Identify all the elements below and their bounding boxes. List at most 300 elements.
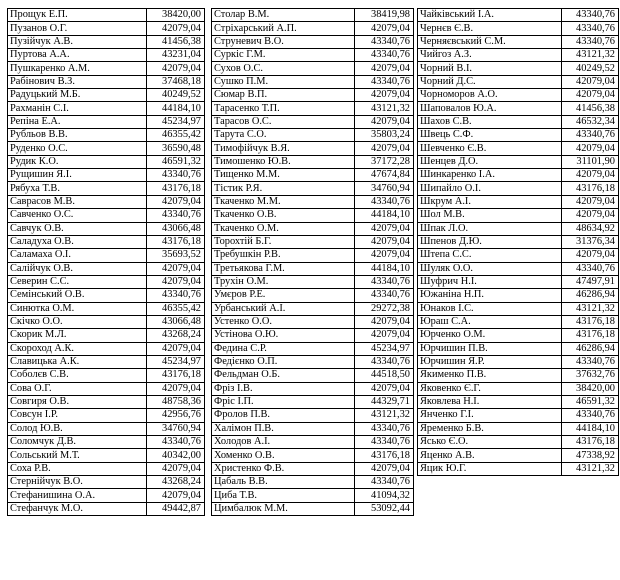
table-row <box>8 142 205 155</box>
table-row <box>8 222 205 235</box>
table-row <box>8 289 205 302</box>
table-row <box>418 235 619 248</box>
table-row <box>212 329 414 342</box>
table-row <box>418 155 619 168</box>
person-name-cell: Савчук О.В. <box>8 222 147 235</box>
table-row <box>212 222 414 235</box>
amount-cell: 42079,04 <box>562 89 619 102</box>
amount-cell: 43176,18 <box>355 449 414 462</box>
amount-cell: 42079,04 <box>147 262 205 275</box>
amount-cell: 43340,76 <box>355 476 414 489</box>
table-row <box>418 249 619 262</box>
table-row <box>8 342 205 355</box>
table-row <box>418 395 619 408</box>
amount-cell: 43121,32 <box>355 102 414 115</box>
amount-cell: 43121,32 <box>562 49 619 62</box>
amount-cell: 47497,91 <box>562 275 619 288</box>
amount-cell: 43176,18 <box>562 182 619 195</box>
person-name-cell: Чорний В.І. <box>418 62 562 75</box>
amount-cell: 43176,18 <box>562 315 619 328</box>
person-name-cell: Северин С.С. <box>8 275 147 288</box>
amount-cell: 43121,32 <box>355 409 414 422</box>
person-name-cell: Холодов А.І. <box>212 436 355 449</box>
person-name-cell: Прощук Е.П. <box>8 9 147 22</box>
person-name-cell: Репіна Е.А. <box>8 115 147 128</box>
amount-cell: 42079,04 <box>562 142 619 155</box>
amount-cell: 42079,04 <box>355 462 414 475</box>
person-name-cell: Урбанський А.І. <box>212 302 355 315</box>
person-name-cell: Пуртова А.А. <box>8 49 147 62</box>
amount-cell: 42079,04 <box>355 142 414 155</box>
table-row <box>418 182 619 195</box>
amount-cell: 46532,34 <box>562 115 619 128</box>
table-row <box>212 62 414 75</box>
table-row <box>212 49 414 62</box>
table-row <box>418 409 619 422</box>
person-name-cell: Третьякова Г.М. <box>212 262 355 275</box>
person-name-cell: Яременко Б.В. <box>418 422 562 435</box>
table-row <box>212 155 414 168</box>
table-row <box>418 209 619 222</box>
table-row <box>212 489 414 502</box>
person-name-cell: Тарута С.О. <box>212 129 355 142</box>
person-name-cell: Скороход А.К. <box>8 342 147 355</box>
person-name-cell: Циба Т.В. <box>212 489 355 502</box>
person-name-cell: Рабінович В.З. <box>8 75 147 88</box>
amount-cell: 48758,36 <box>147 395 205 408</box>
table-row <box>212 289 414 302</box>
amount-cell: 44518,50 <box>355 369 414 382</box>
person-name-cell: Тарасенко Т.П. <box>212 102 355 115</box>
person-name-cell: Шипайло О.І. <box>418 182 562 195</box>
amount-cell: 42079,04 <box>147 342 205 355</box>
table-row <box>418 75 619 88</box>
amount-cell: 45234,97 <box>147 355 205 368</box>
person-name-cell: Руденко О.С. <box>8 142 147 155</box>
person-name-cell: Скорик М.Л. <box>8 329 147 342</box>
table-row <box>8 502 205 515</box>
table-row <box>8 355 205 368</box>
amount-cell: 43340,76 <box>147 169 205 182</box>
person-name-cell: Салійчук О.В. <box>8 262 147 275</box>
table-row <box>212 169 414 182</box>
amount-cell: 46591,32 <box>562 395 619 408</box>
amount-cell: 43066,48 <box>147 315 205 328</box>
table-row <box>8 89 205 102</box>
person-name-cell: Умєров Р.Е. <box>212 289 355 302</box>
person-name-cell: Совгиря О.В. <box>8 395 147 408</box>
person-name-cell: Чернєв Є.В. <box>418 22 562 35</box>
person-name-cell: Столар В.М. <box>212 9 355 22</box>
salary-table-column-1 <box>7 8 205 516</box>
table-row <box>418 62 619 75</box>
amount-cell: 43340,76 <box>562 262 619 275</box>
amount-cell: 43340,76 <box>355 35 414 48</box>
table-row <box>418 129 619 142</box>
amount-cell: 44184,10 <box>355 209 414 222</box>
person-name-cell: Юрчишин П.В. <box>418 342 562 355</box>
amount-cell: 43340,76 <box>355 49 414 62</box>
table-row <box>8 155 205 168</box>
person-name-cell: Шуфрич Н.І. <box>418 275 562 288</box>
amount-cell: 42079,04 <box>355 315 414 328</box>
table-row <box>8 462 205 475</box>
table-row <box>418 262 619 275</box>
amount-cell: 46286,94 <box>562 342 619 355</box>
amount-cell: 34760,94 <box>147 422 205 435</box>
table-row <box>418 222 619 235</box>
amount-cell: 42079,04 <box>147 22 205 35</box>
person-name-cell: Рахманін С.І. <box>8 102 147 115</box>
table-row <box>418 195 619 208</box>
table-row <box>418 449 619 462</box>
table-row <box>212 502 414 515</box>
table-row <box>8 275 205 288</box>
amount-cell: 43176,18 <box>147 235 205 248</box>
amount-cell: 42079,04 <box>355 382 414 395</box>
table-row <box>212 476 414 489</box>
table-row <box>418 35 619 48</box>
amount-cell: 46355,42 <box>147 129 205 142</box>
table-row <box>212 115 414 128</box>
amount-cell: 43340,76 <box>147 209 205 222</box>
amount-cell: 48634,92 <box>562 222 619 235</box>
amount-cell: 42079,04 <box>355 115 414 128</box>
person-name-cell: Рябуха Т.В. <box>8 182 147 195</box>
person-name-cell: Юрченко О.М. <box>418 329 562 342</box>
person-name-cell: Тимошенко Ю.В. <box>212 155 355 168</box>
person-name-cell: Стефанчук М.О. <box>8 502 147 515</box>
person-name-cell: Саладуха О.В. <box>8 235 147 248</box>
table-row <box>8 169 205 182</box>
table-row <box>8 409 205 422</box>
amount-cell: 42079,04 <box>355 235 414 248</box>
amount-cell: 43268,24 <box>147 476 205 489</box>
table-row <box>8 302 205 315</box>
person-name-cell: Шахов С.В. <box>418 115 562 128</box>
amount-cell: 43340,76 <box>355 355 414 368</box>
table-row <box>418 342 619 355</box>
person-name-cell: Сова О.Г. <box>8 382 147 395</box>
person-name-cell: Соболєв С.В. <box>8 369 147 382</box>
amount-cell: 43340,76 <box>355 75 414 88</box>
table-row <box>8 182 205 195</box>
person-name-cell: Фельдман О.Б. <box>212 369 355 382</box>
amount-cell: 42079,04 <box>355 22 414 35</box>
person-name-cell: Семінський О.В. <box>8 289 147 302</box>
table-row <box>8 129 205 142</box>
amount-cell: 31376,34 <box>562 235 619 248</box>
table-row <box>8 449 205 462</box>
table-row <box>8 9 205 22</box>
table-row <box>212 249 414 262</box>
salary-table-column-3 <box>417 8 619 476</box>
table-row <box>8 489 205 502</box>
person-name-cell: Ясько Є.О. <box>418 436 562 449</box>
person-name-cell: Шол М.В. <box>418 209 562 222</box>
person-name-cell: Тищенко М.М. <box>212 169 355 182</box>
amount-cell: 35693,52 <box>147 249 205 262</box>
amount-cell: 42079,04 <box>355 329 414 342</box>
amount-cell: 44184,10 <box>562 422 619 435</box>
table-row <box>212 195 414 208</box>
table-row <box>8 195 205 208</box>
table-row <box>418 355 619 368</box>
person-name-cell: Сольський М.Т. <box>8 449 147 462</box>
person-name-cell: Ткаченко О.М. <box>212 222 355 235</box>
table-row <box>418 315 619 328</box>
person-name-cell: Пузійчук А.В. <box>8 35 147 48</box>
amount-cell: 47674,84 <box>355 169 414 182</box>
amount-cell: 43340,76 <box>355 275 414 288</box>
amount-cell: 42079,04 <box>562 249 619 262</box>
amount-cell: 37468,18 <box>147 75 205 88</box>
table-row <box>212 209 414 222</box>
person-name-cell: Шенцев Д.О. <box>418 155 562 168</box>
amount-cell: 36590,48 <box>147 142 205 155</box>
amount-cell: 42079,04 <box>147 489 205 502</box>
table-row <box>418 302 619 315</box>
person-name-cell: Шинкаренко І.А. <box>418 169 562 182</box>
table-row <box>8 422 205 435</box>
amount-cell: 45234,97 <box>147 115 205 128</box>
table-row <box>8 382 205 395</box>
amount-cell: 38420,00 <box>147 9 205 22</box>
person-name-cell: Стефанишина О.А. <box>8 489 147 502</box>
person-name-cell: Савченко О.С. <box>8 209 147 222</box>
table-row <box>212 382 414 395</box>
table-row <box>8 75 205 88</box>
table-row <box>8 62 205 75</box>
table-row <box>212 235 414 248</box>
amount-cell: 43340,76 <box>562 355 619 368</box>
table-row <box>212 22 414 35</box>
table-row <box>8 395 205 408</box>
table-row <box>212 462 414 475</box>
amount-cell: 42079,04 <box>147 275 205 288</box>
table-row <box>8 209 205 222</box>
person-name-cell: Тарасов О.С. <box>212 115 355 128</box>
person-name-cell: Яценко А.В. <box>418 449 562 462</box>
amount-cell: 43340,76 <box>355 195 414 208</box>
table-row <box>8 262 205 275</box>
person-name-cell: Рудик К.О. <box>8 155 147 168</box>
table-row <box>418 142 619 155</box>
table-row <box>212 342 414 355</box>
table-row <box>8 102 205 115</box>
amount-cell: 41456,38 <box>147 35 205 48</box>
person-name-cell: Шаповалов Ю.А. <box>418 102 562 115</box>
amount-cell: 38420,00 <box>562 382 619 395</box>
table-row <box>418 9 619 22</box>
person-name-cell: Соломчук Д.В. <box>8 436 147 449</box>
amount-cell: 42079,04 <box>147 382 205 395</box>
table-row <box>418 289 619 302</box>
amount-cell: 42079,04 <box>562 169 619 182</box>
amount-cell: 42079,04 <box>562 209 619 222</box>
amount-cell: 34760,94 <box>355 182 414 195</box>
person-name-cell: Требушкін Р.В. <box>212 249 355 262</box>
person-name-cell: Христенко Ф.В. <box>212 462 355 475</box>
amount-cell: 43340,76 <box>562 129 619 142</box>
amount-cell: 45234,97 <box>355 342 414 355</box>
person-name-cell: Федина С.Р. <box>212 342 355 355</box>
amount-cell: 42079,04 <box>562 195 619 208</box>
amount-cell: 43340,76 <box>562 22 619 35</box>
amount-cell: 43176,18 <box>147 369 205 382</box>
amount-cell: 43066,48 <box>147 222 205 235</box>
table-row <box>418 382 619 395</box>
person-name-cell: Янченко Г.І. <box>418 409 562 422</box>
table-row <box>418 49 619 62</box>
person-name-cell: Сушко П.М. <box>212 75 355 88</box>
person-name-cell: Яцик Ю.Г. <box>418 462 562 475</box>
person-name-cell: Суркіс Г.М. <box>212 49 355 62</box>
amount-cell: 42079,04 <box>355 222 414 235</box>
person-name-cell: Швець С.Ф. <box>418 129 562 142</box>
table-row <box>212 142 414 155</box>
person-name-cell: Рущишин Я.І. <box>8 169 147 182</box>
amount-cell: 43176,18 <box>147 182 205 195</box>
table-row <box>212 9 414 22</box>
person-name-cell: Фріз І.В. <box>212 382 355 395</box>
person-name-cell: Сухов О.С. <box>212 62 355 75</box>
table-row <box>418 329 619 342</box>
person-name-cell: Тістик Р.Я. <box>212 182 355 195</box>
amount-cell: 44329,71 <box>355 395 414 408</box>
person-name-cell: Фріс І.П. <box>212 395 355 408</box>
table-row <box>8 249 205 262</box>
amount-cell: 43340,76 <box>147 289 205 302</box>
person-name-cell: Шпак Л.О. <box>418 222 562 235</box>
table-row <box>8 235 205 248</box>
amount-cell: 44184,10 <box>147 102 205 115</box>
table-row <box>212 75 414 88</box>
table-row <box>8 35 205 48</box>
table-row <box>418 102 619 115</box>
table-row <box>212 182 414 195</box>
person-name-cell: Торохтій Б.Г. <box>212 235 355 248</box>
table-row <box>212 275 414 288</box>
amount-cell: 37632,76 <box>562 369 619 382</box>
amount-cell: 42079,04 <box>147 195 205 208</box>
person-name-cell: Хоменко О.В. <box>212 449 355 462</box>
person-name-cell: Яковлева Н.І. <box>418 395 562 408</box>
table-row <box>212 89 414 102</box>
person-name-cell: Чорноморов А.О. <box>418 89 562 102</box>
amount-cell: 43340,76 <box>355 422 414 435</box>
amount-cell: 46355,42 <box>147 302 205 315</box>
person-name-cell: Рубльов В.В. <box>8 129 147 142</box>
table-row <box>8 22 205 35</box>
amount-cell: 37172,28 <box>355 155 414 168</box>
person-name-cell: Трухін О.М. <box>212 275 355 288</box>
person-name-cell: Сюмар В.П. <box>212 89 355 102</box>
person-name-cell: Соха Р.В. <box>8 462 147 475</box>
person-name-cell: Струневич В.О. <box>212 35 355 48</box>
person-name-cell: Синютка О.М. <box>8 302 147 315</box>
person-name-cell: Скічко О.О. <box>8 315 147 328</box>
person-name-cell: Юнаков І.С. <box>418 302 562 315</box>
person-name-cell: Черняєвський С.М. <box>418 35 562 48</box>
person-name-cell: Фролов П.В. <box>212 409 355 422</box>
amount-cell: 43121,32 <box>562 302 619 315</box>
table-row <box>8 329 205 342</box>
amount-cell: 35803,24 <box>355 129 414 142</box>
table-row <box>212 449 414 462</box>
person-name-cell: Яковенко Є.Г. <box>418 382 562 395</box>
amount-cell: 29272,38 <box>355 302 414 315</box>
amount-cell: 43176,18 <box>562 329 619 342</box>
person-name-cell: Шкрум А.І. <box>418 195 562 208</box>
amount-cell: 40342,00 <box>147 449 205 462</box>
amount-cell: 43231,04 <box>147 49 205 62</box>
table-row <box>212 369 414 382</box>
person-name-cell: Совсун І.Р. <box>8 409 147 422</box>
amount-cell: 41094,32 <box>355 489 414 502</box>
person-name-cell: Чийгоз А.З. <box>418 49 562 62</box>
person-name-cell: Федієнко О.П. <box>212 355 355 368</box>
amount-cell: 46286,94 <box>562 289 619 302</box>
table-row <box>212 355 414 368</box>
amount-cell: 46591,32 <box>147 155 205 168</box>
amount-cell: 31101,90 <box>562 155 619 168</box>
person-name-cell: Пушкаренко А.М. <box>8 62 147 75</box>
amount-cell: 43176,18 <box>562 436 619 449</box>
person-name-cell: Саламаха О.І. <box>8 249 147 262</box>
amount-cell: 43340,76 <box>562 9 619 22</box>
table-row <box>418 89 619 102</box>
amount-cell: 47338,92 <box>562 449 619 462</box>
amount-cell: 41456,38 <box>562 102 619 115</box>
amount-cell: 42079,04 <box>355 62 414 75</box>
table-row <box>212 262 414 275</box>
person-name-cell: Стернійчук В.О. <box>8 476 147 489</box>
table-row <box>212 422 414 435</box>
amount-cell: 43121,32 <box>562 462 619 475</box>
person-name-cell: Саврасов М.В. <box>8 195 147 208</box>
table-row <box>8 476 205 489</box>
amount-cell: 42956,76 <box>147 409 205 422</box>
person-name-cell: Ткаченко М.М. <box>212 195 355 208</box>
table-row <box>212 302 414 315</box>
table-row <box>212 409 414 422</box>
person-name-cell: Цимбалюк М.М. <box>212 502 355 515</box>
person-name-cell: Шевченко Є.В. <box>418 142 562 155</box>
table-row <box>418 369 619 382</box>
person-name-cell: Солод Ю.В. <box>8 422 147 435</box>
person-name-cell: Чайківський І.А. <box>418 9 562 22</box>
table-row <box>212 129 414 142</box>
person-name-cell: Пузанов О.Г. <box>8 22 147 35</box>
person-name-cell: Шуляк О.О. <box>418 262 562 275</box>
table-row <box>418 115 619 128</box>
table-row <box>8 369 205 382</box>
person-name-cell: Устенко О.О. <box>212 315 355 328</box>
person-name-cell: Ткаченко О.В. <box>212 209 355 222</box>
amount-cell: 43340,76 <box>147 436 205 449</box>
table-row <box>212 436 414 449</box>
amount-cell: 53092,44 <box>355 502 414 515</box>
salary-table-column-2 <box>211 8 414 516</box>
person-name-cell: Чорний Д.С. <box>418 75 562 88</box>
amount-cell: 40249,52 <box>147 89 205 102</box>
table-row <box>418 422 619 435</box>
amount-cell: 42079,04 <box>147 462 205 475</box>
table-row <box>418 462 619 475</box>
amount-cell: 49442,87 <box>147 502 205 515</box>
person-name-cell: Тимофійчук В.Я. <box>212 142 355 155</box>
